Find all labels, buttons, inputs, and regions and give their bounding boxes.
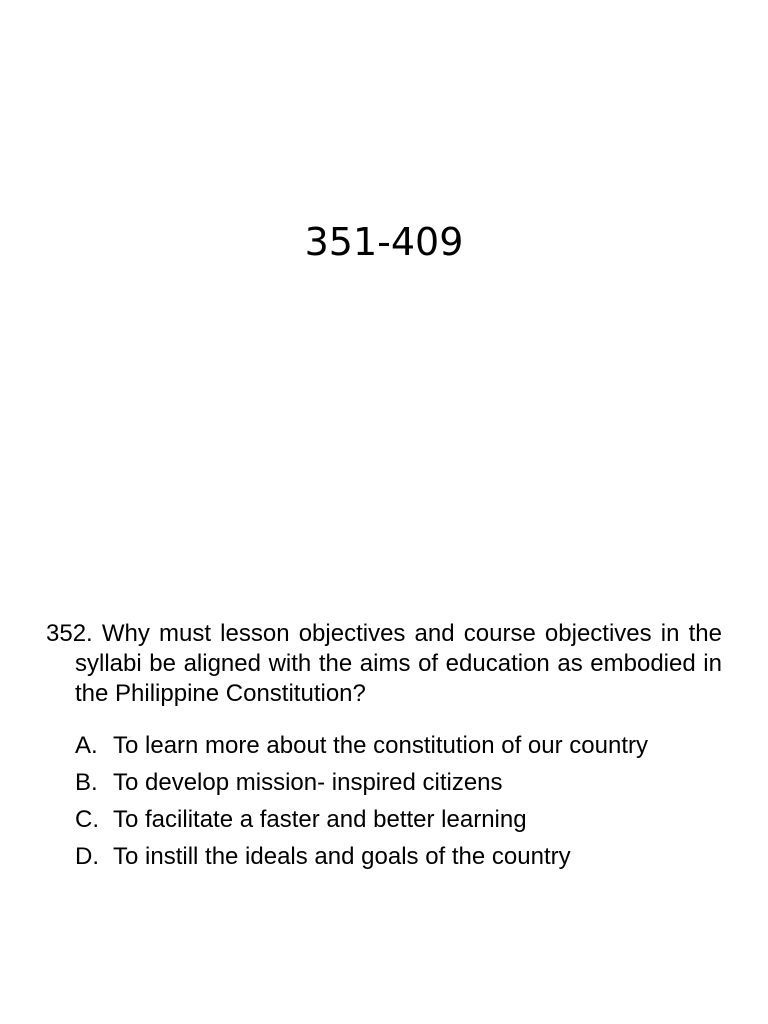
choice-a <box>75 727 722 764</box>
choice-c <box>75 801 722 838</box>
question-text: 352. Why must lesson objectives and course objectives in the syllabi be aligned with the aims of education as embodied in the Philippine Constitution? <box>46 620 722 707</box>
choice-text: To learn more about the constitution of our country <box>113 732 648 759</box>
choice-letter: A. <box>75 732 98 759</box>
slide-title: 351-409 <box>304 220 464 264</box>
choice-letter: B. <box>75 769 98 796</box>
choice-text: To facilitate a faster and better learning <box>113 806 527 833</box>
question-block <box>46 619 722 875</box>
choice-letter: D. <box>75 843 99 870</box>
choice-d <box>75 838 722 875</box>
choice-text: To instill the ideals and goals of the country <box>113 843 571 870</box>
choice-b <box>75 764 722 801</box>
choice-list <box>46 727 722 875</box>
choice-letter: C. <box>75 806 99 833</box>
choice-text: To develop mission- inspired citizens <box>113 769 503 796</box>
